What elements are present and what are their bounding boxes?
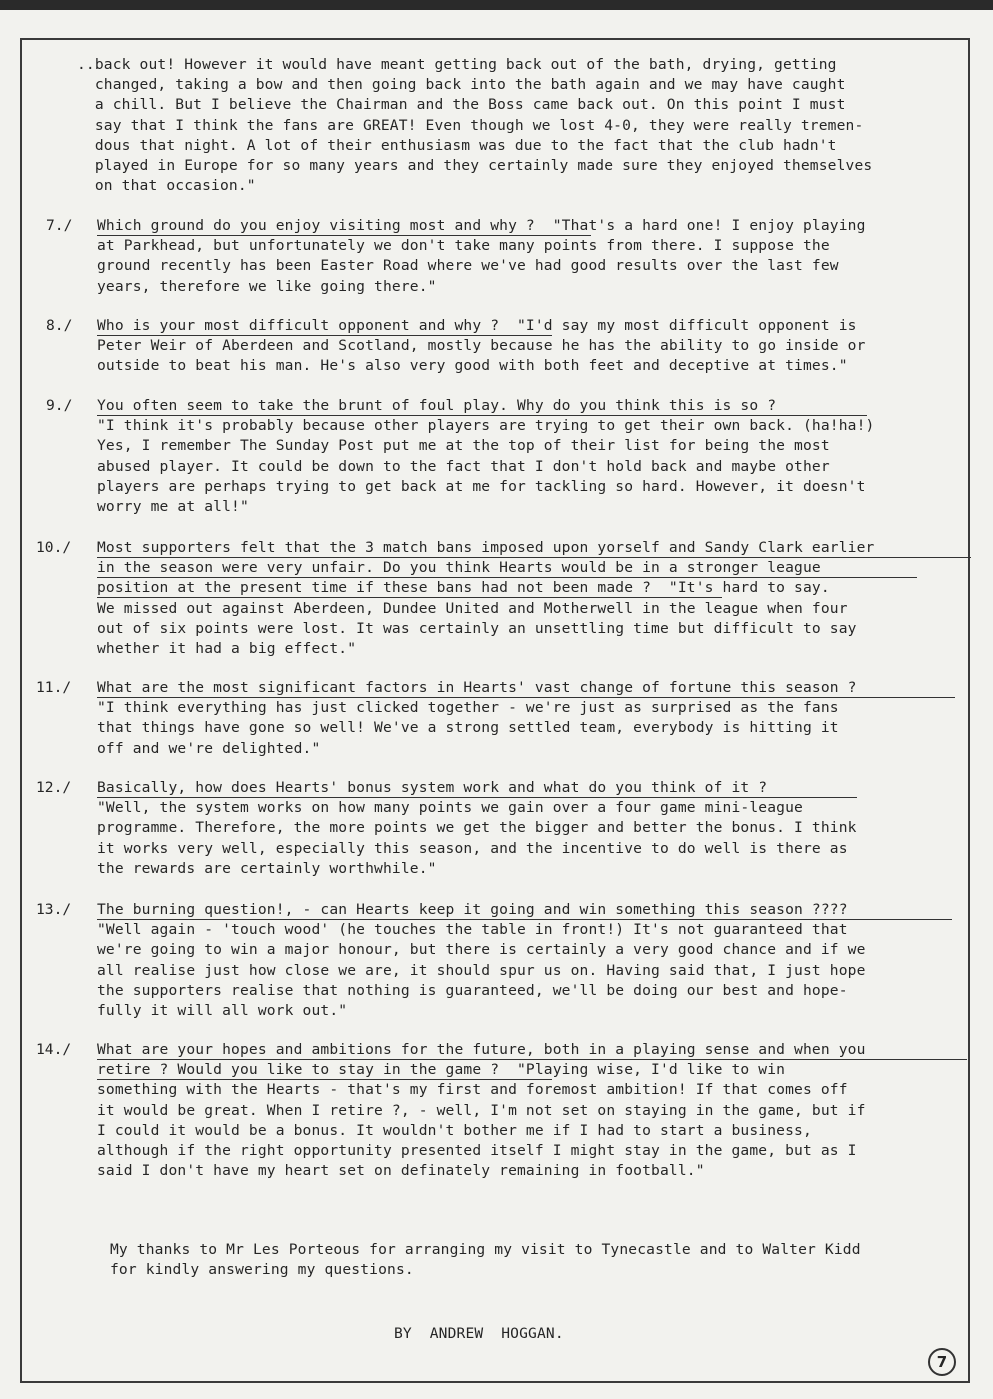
question-answer: You often seem to take the brunt of foul play. Why do you think this is so ? "I think it's probably because other players are trying to get their own back. (ha!ha!) Yes, I remember The Sunday Post put me at the top of their list for being the most abused player. It could be down to the fact that I don't hold back and maybe other players are perhaps trying to get back at me for tackling so hard. However, it doesn't worry me at all!"	[97, 397, 875, 516]
question-number: 9./	[46, 397, 73, 414]
question-answer: Basically, how does Hearts' bonus system work and what do you think of it ? "Well, the system works on how many points we gain over a four game mini-league programme. Therefore, the more points we get the bigger and better the bonus. I think it works very well, especially this season, and the incentive to do well is there as the rewards are certainly worthwhile."	[97, 779, 857, 877]
question-underline	[97, 797, 857, 798]
question-number: 8./	[46, 317, 73, 334]
page-number: 7	[928, 1348, 956, 1376]
question-answer: Most supporters felt that the 3 match bans imposed upon yorself and Sandy Clark earlier in the season were very unfair. Do you think Hearts would be in a stronger league position at the present time if these bans had not been made ? "It's hard to say. We missed out against Aberdeen, Dundee United and Motherwell in the league when four out of six points were lost. It was certainly an unsettling time but difficult to say whether it had a big effect."	[97, 539, 875, 658]
question-underline	[97, 697, 955, 698]
question-answer: Which ground do you enjoy visiting most and why ? "That's a hard one! I enjoy playing at Parkhead, but unfortunately we don't take many points from there. I suppose the ground recently has been Easter Road where we've had good results over the last few years, therefore we like going there."	[97, 217, 866, 295]
question-underline	[97, 1079, 552, 1080]
question-underline	[97, 335, 552, 336]
question-underline	[97, 1059, 967, 1060]
intro-paragraph: ..back out! However it would have meant getting back out of the bath, drying, getting changed, taking a bow and then going back into the bath again and we may have caught a chill. But I believe the Chairman and the Boss came back out. On this point I must say that I think the fans are GREAT! Even though we lost 4-0, they were really tremen- dous that night. A lot of their enthusiasm was due to the fact that the club hadn't played in Europe for so many years and they certainly made sure they enjoyed themselves on that occasion."	[77, 56, 873, 195]
question-number: 11./	[36, 679, 72, 696]
scan-edge	[0, 0, 993, 10]
question-underline	[97, 557, 971, 558]
question-answer: The burning question!, - can Hearts keep it going and win something this season ???? "Well again - 'touch wood' (he touches the table in front!) It's not guaranteed that we're going to win a major honour, but there is certainly a very good chance and if we all realise just how close we are, it should spur us on. Having said that, I just hope the supporters realise that nothing is guaranteed, we'll be doing our best and hope- fully it will all work out."	[97, 901, 866, 1020]
acknowledgement: My thanks to Mr Les Porteous for arranging my visit to Tynecastle and to Walter Kidd for kindly answering my questions.	[110, 1241, 861, 1279]
question-number: 7./	[46, 217, 73, 234]
question-number: 10./	[36, 539, 72, 556]
question-answer: Who is your most difficult opponent and why ? "I'd say my most difficult opponent is Peter Weir of Aberdeen and Scotland, mostly because he has the ability to go inside or outside to beat his man. He's also very good with both feet and deceptive at times."	[97, 317, 866, 375]
question-underline	[97, 919, 952, 920]
question-underline	[97, 577, 917, 578]
question-number: 12./	[36, 779, 72, 796]
document-page	[20, 38, 970, 1383]
question-underline	[97, 597, 722, 598]
question-number: 14./	[36, 1041, 72, 1058]
question-answer: What are the most significant factors in Hearts' vast change of fortune this season ? "I think everything has just clicked together - we're just as surprised as the fans that things have gone so well! We've a strong settled team, everybody is hitting it off and we're delighted."	[97, 679, 857, 757]
byline: BY ANDREW HOGGAN.	[394, 1325, 564, 1342]
question-number: 13./	[36, 901, 72, 918]
question-underline	[97, 235, 591, 236]
question-underline	[97, 415, 867, 416]
question-answer: What are your hopes and ambitions for the future, both in a playing sense and when you retire ? Would you like to stay in the game ? "Playing wise, I'd like to win something with the Hearts - that's my first and foremost ambition! If that comes off it would be great. When I retire ?, - well, I'm not set on staying in the game, but if I could it would be a bonus. It wouldn't bother me if I had to start a business, although if the right opportunity presented itself I might stay in the game, but as I said I don't have my heart set on definately remaining in football."	[97, 1041, 866, 1180]
